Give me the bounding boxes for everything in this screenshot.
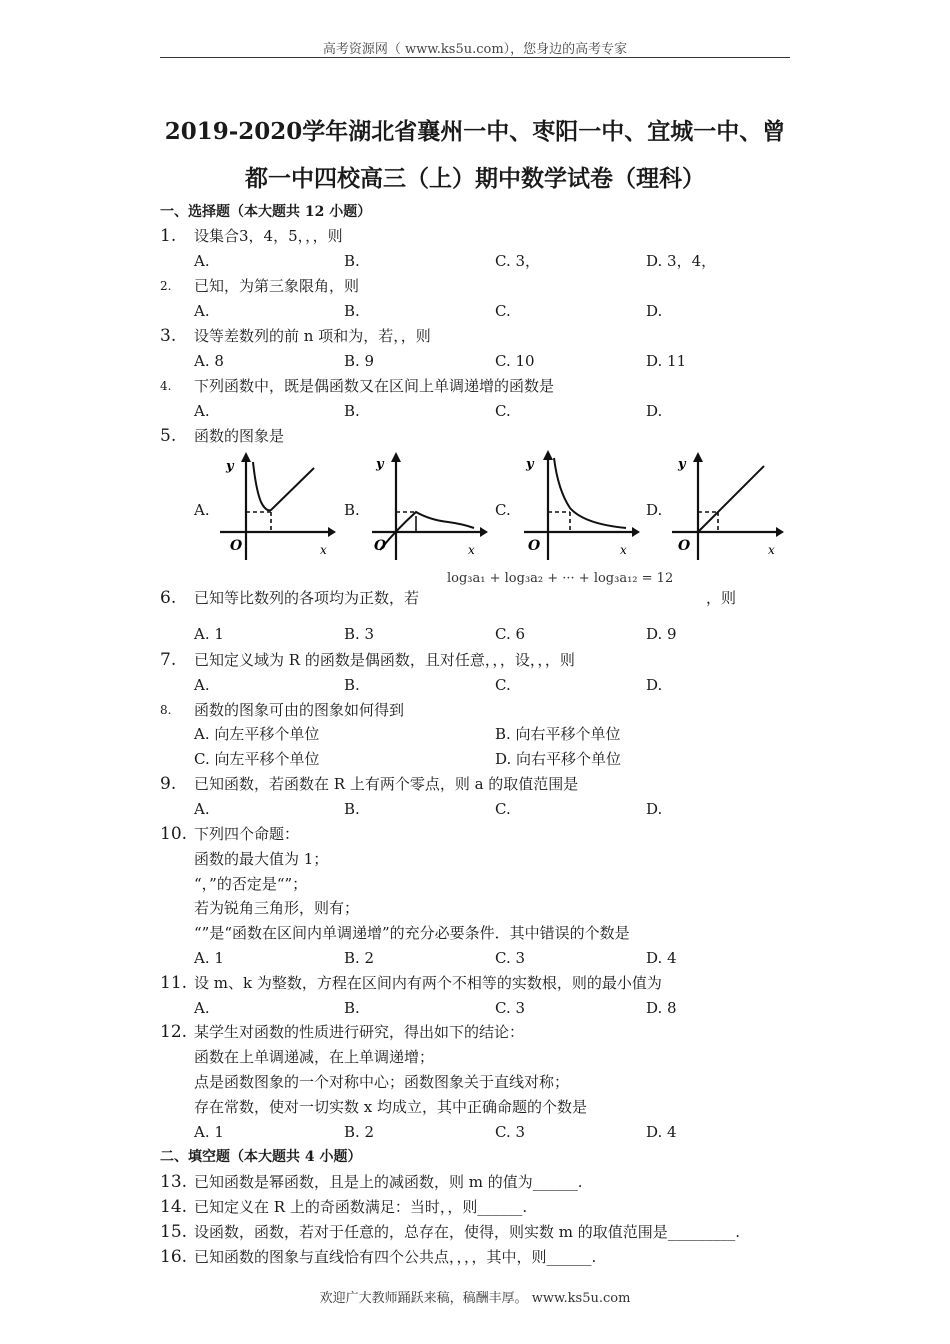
question-10-line3: 若为锐角三角形，则有； (194, 899, 360, 917)
question-7: 7. 已知定义域为 R 的函数是偶函数，且对任意，，，设，，，则 (160, 650, 575, 670)
question-8-options-cd: C. 向左平移个单位 D. 向右平移个单位 (194, 750, 622, 768)
origin-label: O (678, 538, 691, 554)
y-arrow (241, 452, 251, 462)
question-12-line3: 存在常数，使对一切实数 x 均成立，其中正确命题的个数是 (194, 1098, 587, 1116)
question-10: 10. 下列四个命题： (160, 824, 300, 844)
paper-title-line2: 都一中四校高三（上）期中数学试卷（理科） (245, 165, 705, 192)
question-2-options: A. B. C. D. (194, 302, 663, 320)
x-label: x (468, 543, 475, 557)
origin-label: O (374, 538, 387, 554)
line (698, 466, 764, 532)
section-heading-choice: 一、选择题（本大题共 12 小题） (160, 204, 372, 220)
x-label: x (768, 543, 775, 557)
page-header: 高考资源网（ www.ks5u.com），您身边的高考专家 (322, 42, 628, 57)
question-10-line4: “”是“函数在区间内单调递增”的充分必要条件．其中错误的个数是 (194, 924, 630, 942)
question-1: 1. 设集合3，4，5，，，则 (160, 226, 343, 246)
question-4: 4. 下列函数中，既是偶函数又在区间上单调递增的函数是 (160, 377, 555, 395)
x-label: x (320, 543, 327, 557)
origin-label: O (528, 538, 541, 554)
question-3: 3. 设等差数列的前 n 项和为，若，，则 (160, 326, 431, 346)
y-arrow (391, 452, 401, 462)
curve (554, 458, 626, 528)
question-2: 2. 已知，为第三象限角，则 (160, 277, 360, 295)
question-12: 12. 某学生对函数的性质进行研究，得出如下的结论： (160, 1022, 525, 1042)
x-arrow (480, 527, 488, 537)
question-12-options: A. 1 B. 2 C. 3 D. 4 (194, 1123, 677, 1141)
question-7-options: A. B. C. D. (194, 676, 663, 694)
question-16: 16. 已知函数的图象与直线恰有四个公共点，，，，其中，则______. (160, 1247, 597, 1267)
curve (253, 462, 314, 510)
x-arrow (328, 527, 336, 537)
question-5: 5. 函数的图象是 (160, 426, 285, 446)
graph-b (368, 450, 488, 562)
x-arrow (632, 527, 640, 537)
question-1-options: A. B. C. 3， D. 3，4， (194, 252, 717, 270)
graph-a (216, 450, 336, 562)
graph-c (520, 448, 640, 562)
header-rule (160, 57, 790, 58)
question-12-line2: 点是函数图象的一个对称中心；函数图象关于直线对称； (194, 1073, 570, 1091)
y-arrow (693, 452, 703, 462)
x-arrow (776, 527, 784, 537)
question-9-options: A. B. C. D. (194, 800, 663, 818)
section-heading-fill: 二、填空题（本大题共 4 小题） (160, 1149, 362, 1165)
question-10-options: A. 1 B. 2 C. 3 D. 4 (194, 949, 677, 967)
question-6: 6. 已知等比数列的各项均为正数，若 ，则 (160, 588, 737, 608)
graph-d (668, 450, 786, 562)
y-label: y (678, 457, 686, 472)
question-11-options: A. B. C. 3 D. 8 (194, 999, 677, 1017)
y-arrow (543, 450, 553, 460)
question-10-line1: 函数的最大值为 1； (194, 850, 329, 868)
question-3-options: A. 8 B. 9 C. 10 D. 11 (194, 352, 687, 370)
question-9: 9. 已知函数，若函数在 R 上有两个零点，则 a 的取值范围是 (160, 774, 579, 794)
origin-label: O (230, 538, 243, 554)
question-15: 15. 设函数，函数，若对于任意的，总存在，使得，则实数 m 的取值范围是_________. (160, 1222, 741, 1242)
question-11: 11. 设 m、k 为整数，方程在区间内有两个不相等的实数根，则的最小值为 (160, 973, 662, 993)
question-10-line2: “，”的否定是“”； (194, 875, 308, 893)
y-label: y (376, 457, 384, 472)
x-label: x (620, 543, 627, 557)
question-8-options-ab: A. 向左平移个单位 B. 向右平移个单位 (194, 725, 621, 743)
question-13: 13. 已知函数是幂函数，且是上的减函数，则 m 的值为______. (160, 1172, 583, 1192)
question-6-options: A. 1 B. 3 C. 6 D. 9 (194, 625, 677, 643)
question-12-line1: 函数在上单调递减，在上单调递增； (194, 1048, 435, 1066)
question-5-options: A. B. C. D. (194, 501, 663, 519)
y-label: y (526, 457, 534, 472)
paper-title-line1: 2019-2020学年湖北省襄州一中、枣阳一中、宜城一中、曾 (164, 118, 786, 145)
question-8: 8. 函数的图象可由的图象如何得到 (160, 701, 405, 719)
question-4-options: A. B. C. D. (194, 402, 663, 420)
y-label: y (226, 459, 234, 474)
page-footer: 欢迎广大教师踊跃来稿，稿酬丰厚。 www.ks5u.com (319, 1291, 631, 1306)
question-14: 14. 已知定义在 R 上的奇函数满足：当时，，则______. (160, 1197, 528, 1217)
q6-formula: log₃a₁ + log₃a₂ + ··· + log₃a₁₂ = 12 (447, 571, 674, 586)
